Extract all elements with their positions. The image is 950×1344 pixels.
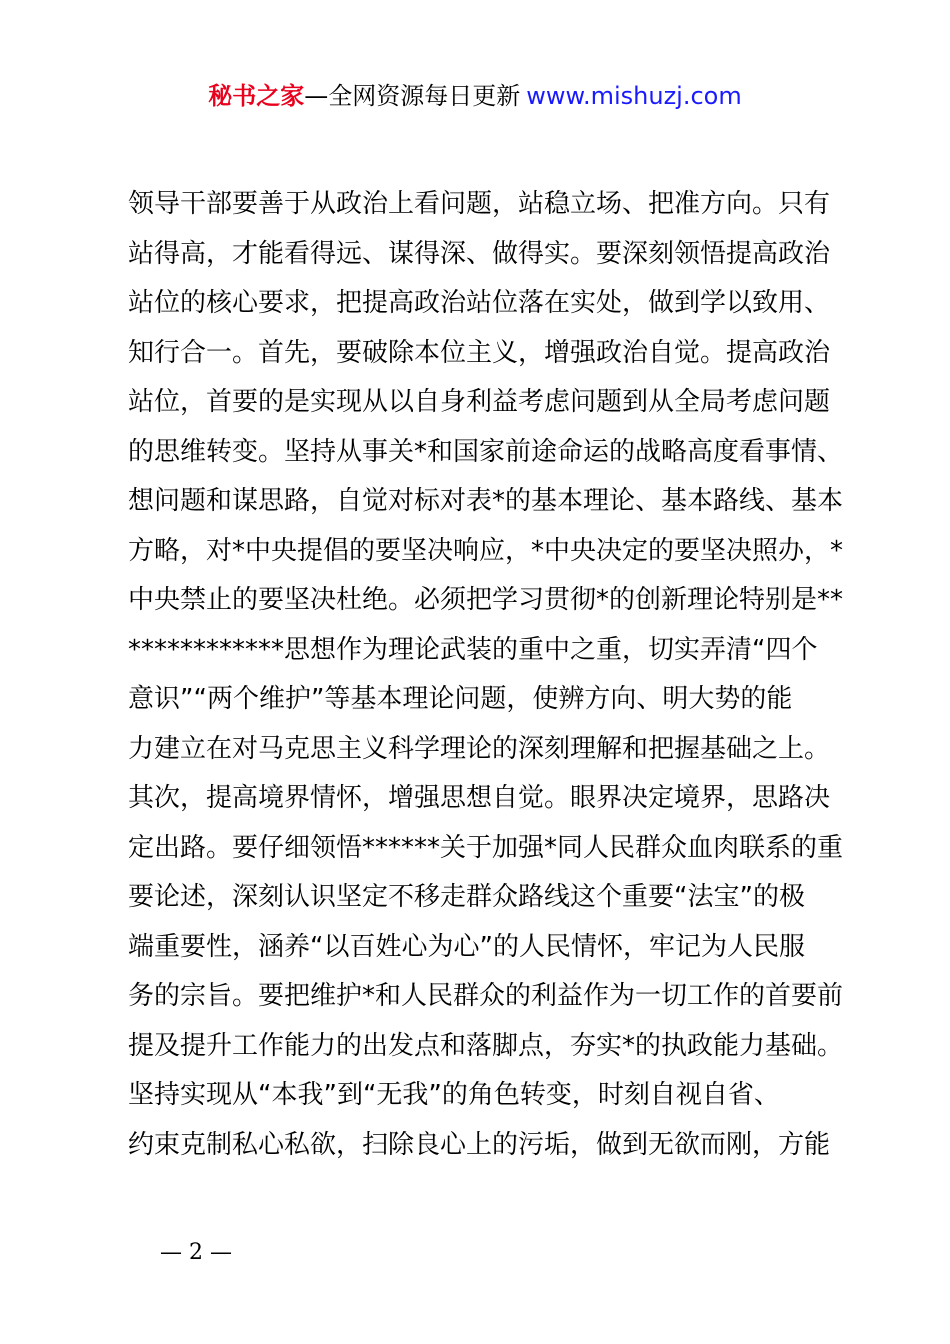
text-line: 中央禁止的要坚决杜绝。必须把学习贯彻*的创新理论特别是** — [128, 585, 844, 615]
text-line: 其次，提高境界情怀，增强思想自觉。眼界决定境界，思路决 — [128, 783, 831, 813]
text-line: 的思维转变。坚持从事关*和国家前途命运的战略高度看事情、 — [128, 436, 844, 467]
text-line: 意识”“两个维护”等基本理论问题，使辨方向、明大势的能 — [128, 684, 793, 714]
text-line: 站得高，才能看得远、谋得深、做得实。要深刻领悟提高政治 — [128, 238, 831, 269]
text-line: 务的宗旨。要把维护*和人民群众的利益作为一切工作的首要前 — [128, 981, 844, 1011]
text-line: 领导干部要善于从政治上看问题，站稳立场、把准方向。只有 — [128, 189, 831, 219]
header-slogan: 全网资源每日更新 — [328, 82, 521, 110]
text-line: 站位，首要的是实现从以自身利益考虑问题到从全局考虑问题 — [128, 387, 831, 417]
page-number: — 2 — — [160, 1240, 232, 1265]
text-line: 约束克制私心私欲，扫除良心上的污垢，做到无欲而刚，方能 — [128, 1129, 831, 1160]
header-dash: — — [304, 82, 329, 110]
text-line: 知行合一。首先，要破除本位主义，增强政治自觉。提高政治 — [128, 337, 831, 368]
text-line: 方略，对*中央提倡的要坚决响应，*中央决定的要坚决照办，* — [128, 535, 844, 566]
site-header — [0, 80, 950, 112]
site-url-link[interactable]: www.mishuzj.com — [526, 82, 742, 110]
document-body — [128, 180, 848, 1170]
text-line: 站位的核心要求，把提高政治站位落在实处，做到学以致用、 — [128, 288, 831, 318]
text-line: 定出路。要仔细领悟******关于加强*同人民群众血肉联系的重 — [128, 832, 844, 863]
text-line: ************思想作为理论武装的重中之重，切实弄清“四个 — [128, 634, 818, 665]
text-line: 坚持实现从“本我”到“无我”的角色转变，时刻自视自省、 — [128, 1080, 780, 1110]
text-line: 力建立在对马克思主义科学理论的深刻理解和把握基础之上。 — [128, 733, 831, 764]
text-line: 想问题和谋思路，自觉对标对表*的基本理论、基本路线、基本 — [128, 486, 844, 516]
text-line: 提及提升工作能力的出发点和落脚点，夯实*的执政能力基础。 — [128, 1030, 844, 1061]
text-line: 端重要性，涵养“以百姓心为心”的人民情怀，牢记为人民服 — [128, 931, 805, 962]
text-line: 要论述，深刻认识坚定不移走群众路线这个重要“法宝”的极 — [128, 882, 805, 912]
brand-name: 秘书之家 — [208, 82, 305, 110]
